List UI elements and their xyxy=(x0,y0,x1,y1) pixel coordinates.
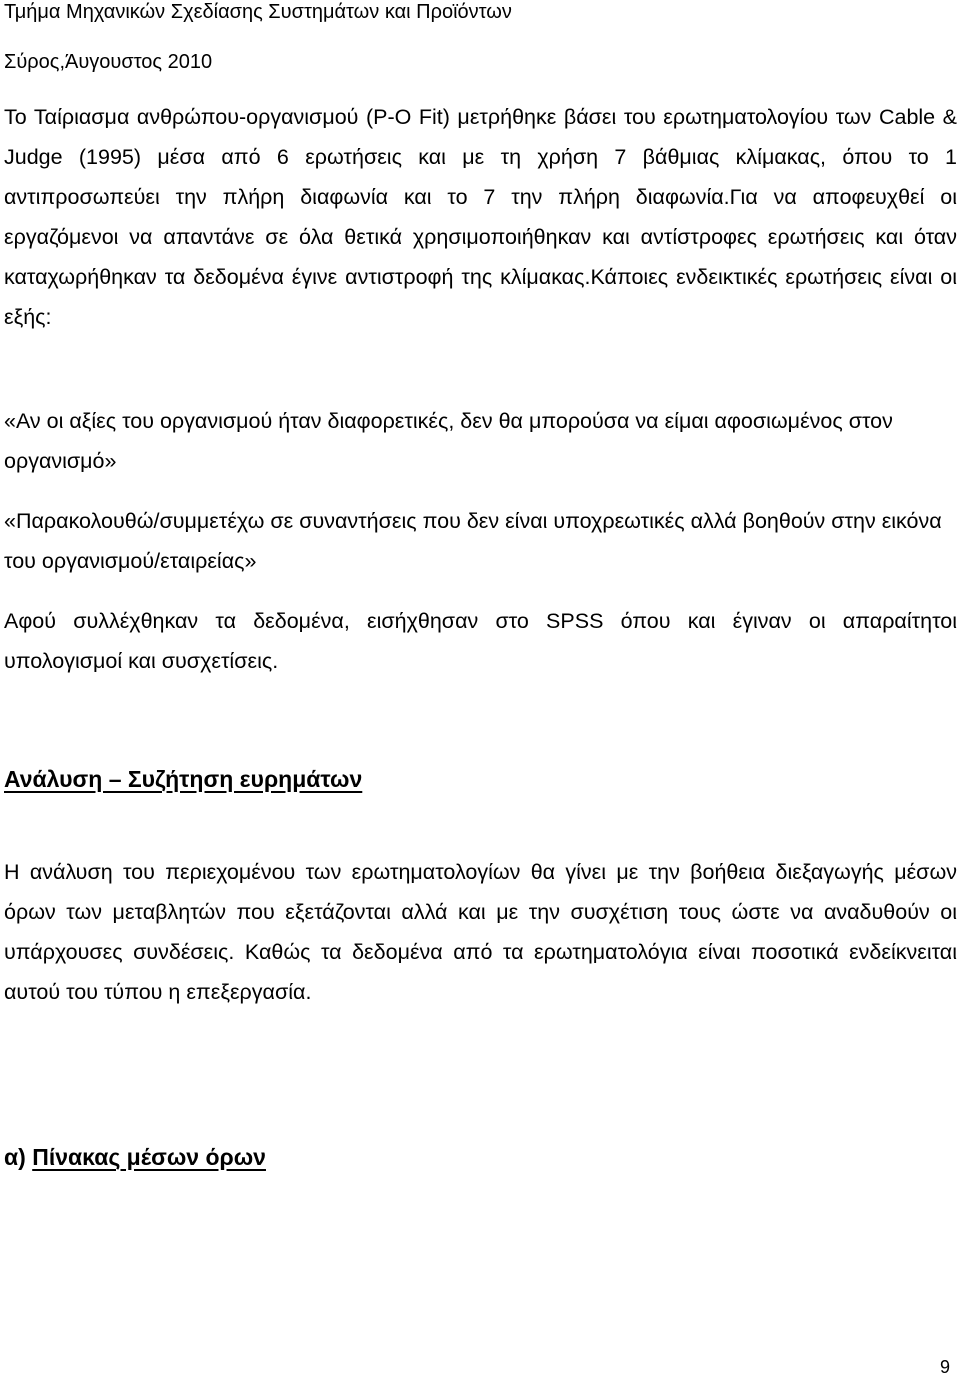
paragraph-pofit-block xyxy=(4,97,957,337)
paragraph-spss-block xyxy=(4,601,957,681)
page-number: 9 xyxy=(939,1357,950,1377)
subheading-text: Πίνακας μέσων όρων xyxy=(32,1144,266,1170)
header-department: Τμήμα Μηχανικών Σχεδίασης Συστημάτων και Προϊόντων xyxy=(4,1,512,23)
subheading-prefix: α) xyxy=(4,1144,26,1170)
paragraph-analysis-block xyxy=(4,852,957,1012)
header-place-date: Σύρος,Άυγουστος 2010 xyxy=(4,51,213,73)
paragraph-pofit: Το Ταίριασμα ανθρώπου-οργανισμού (P-O Fit) μετρήθηκε βάσει του ερωτηματολογίου των Cable & Judge (1995) μέσα από 6 ερωτήσεις και με τη χρήση 7 βάθμιας κλίμακας, όπου το 1 αντιπροσωπεύει την πλήρη διαφωνία και το 7 την πλήρη διαφωνία.Για να αποφευχθεί οι εργαζόμενοι να απαντάνε σε όλα θετικά χρησιμοποιήθηκαν και αντίστροφες ερωτήσεις και όταν καταχωρήθηκαν τα δεδομένα έγινε αντιστροφή της κλίμακας.Κάποιες ενδεικτικές ερωτήσεις είναι οι εξής: xyxy=(4,105,957,329)
quote-2: «Παρακολουθώ/συμμετέχω σε συναντήσεις που δεν είναι υποχρεωτικές αλλά βοηθούν στην εικόνα του οργανισμού/εταιρείας» xyxy=(4,509,942,573)
paragraph-analysis: Η ανάλυση του περιεχομένου των ερωτηματολογίων θα γίνει με την βοήθεια διεξαγωγής μέσων όρων των μεταβλητών που εξετάζονται αλλά και με την συσχέτιση τους ώστε να αναδυθούν οι υπάρχουσες συνδέσεις. Καθώς τα δεδομένα από τα ερωτηματολόγια είναι ποσοτικά ενδείκνειται αυτού του τύπου η επεξεργασία. xyxy=(4,860,957,1004)
quote-2-block xyxy=(4,501,957,581)
section-heading-analysis: Ανάλυση – Συζήτηση ευρημάτων xyxy=(4,766,363,792)
quote-1-block xyxy=(4,401,957,481)
paragraph-spss: Αφού συλλέχθηκαν τα δεδομένα, εισήχθησαν στο SPSS όπου και έγιναν οι απαραίτητοι υπολογισμοί και συσχετίσεις. xyxy=(4,609,957,673)
quote-1: «Αν οι αξίες του οργανισμού ήταν διαφορετικές, δεν θα μπορούσα να είμαι αφοσιωμένος στον οργανισμό» xyxy=(4,409,893,473)
subheading-means-table xyxy=(4,1144,266,1171)
